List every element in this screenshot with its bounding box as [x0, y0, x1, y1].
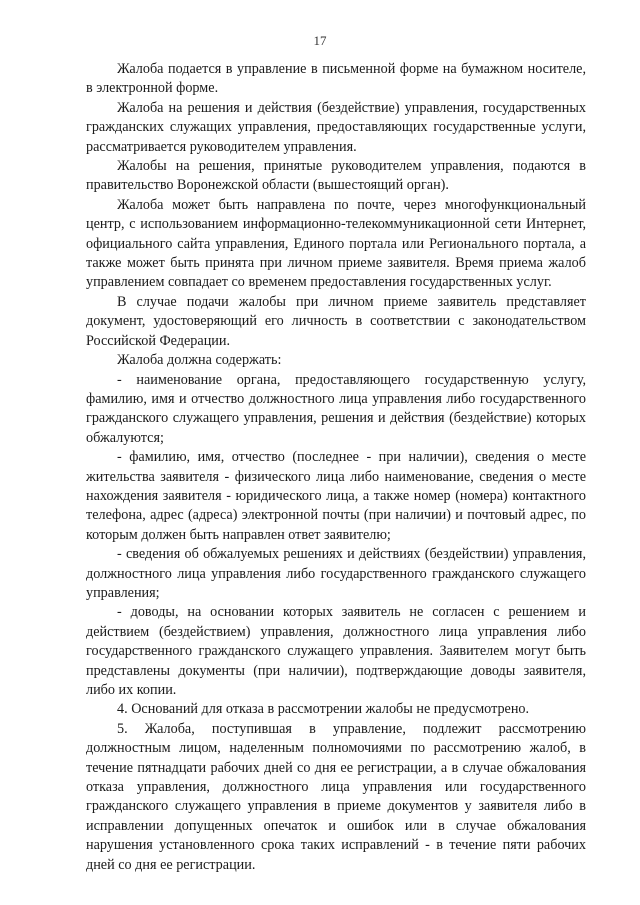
paragraph-3: Жалобы на решения, принятые руководителем управления, подаются в правительство Воронежской области (вышестоящий орган). [86, 158, 586, 194]
paragraph-7: 4. Оснований для отказа в рассмотрении жалобы не предусмотрено. [117, 701, 530, 718]
paragraph-6: Жалоба должна содержать: [117, 352, 282, 369]
list-item-2: - фамилию, имя, отчество (последнее - при наличии), сведения о месте жительства заявителя - физического лица либо наименование, сведения о месте нахождения заявителя - юридического лица, а также номер (номера) контактного телефона, адрес (адреса) электронной почты (при наличии) и почтовый адрес, по которым должен быть направлен ответ заявителю; [86, 449, 586, 543]
paragraph-4: Жалоба может быть направлена по почте, через многофункциональный центр, с использованием информационно-телекоммуникационной сети Интернет, официального сайта управления, Единого портала или Регионального портала, а также может быть принята при личном приеме заявителя. Время приема жалоб управлением совпадает со временем предоставления государственных услуг. [86, 196, 586, 291]
paragraph-8: 5. Жалоба, поступившая в управление, подлежит рассмотрению должностным лицом, наделенным полномочиями по рассмотрению жалоб, в течение пятнадцати рабочих дней со дня ее регистрации, а в случае обжалования отказа управления, должностного лица управления или государственного гражданского служащего управления в приеме документов у заявителя либо в исправлении допущенных опечаток и ошибок или в случае обжалования нарушения установленного срока таких исправлений - в течение пяти рабочих дней со дня ее регистрации. [86, 720, 586, 873]
list-item-4: - доводы, на основании которых заявитель не согласен с решением и действием (бездействием) управления, должностного лица управления либо государственного гражданского служащего управления. Заявителем могут быть представлены документы (при наличии), подтверждающие доводы заявителя, либо их копии. [86, 604, 586, 698]
paragraph-5: В случае подачи жалобы при личном приеме заявитель представляет документ, удостоверяющий его личность в соответствии с законодательством Российской Федерации. [86, 293, 586, 349]
list-item-3: - сведения об обжалуемых решениях и действиях (бездействии) управления, должностного лица управления либо государственного гражданского служащего управления; [86, 546, 586, 601]
paragraph-1: Жалоба подается в управление в письменной форме на бумажном носителе, в электронной форме. [86, 61, 586, 97]
document-body [86, 60, 586, 875]
page-number: 17 [313, 33, 327, 48]
list-item-1: - наименование органа, предоставляющего государственную услугу, фамилию, имя и отчество должностного лица управления либо государственного гражданского служащего управления, решения и действия (бездействие) которых обжалуются; [86, 371, 586, 446]
paragraph-2: Жалоба на решения и действия (бездействие) управления, государственных гражданских служащих управления, предоставляющих государственные услуги, рассматривается руководителем управления. [86, 99, 586, 155]
